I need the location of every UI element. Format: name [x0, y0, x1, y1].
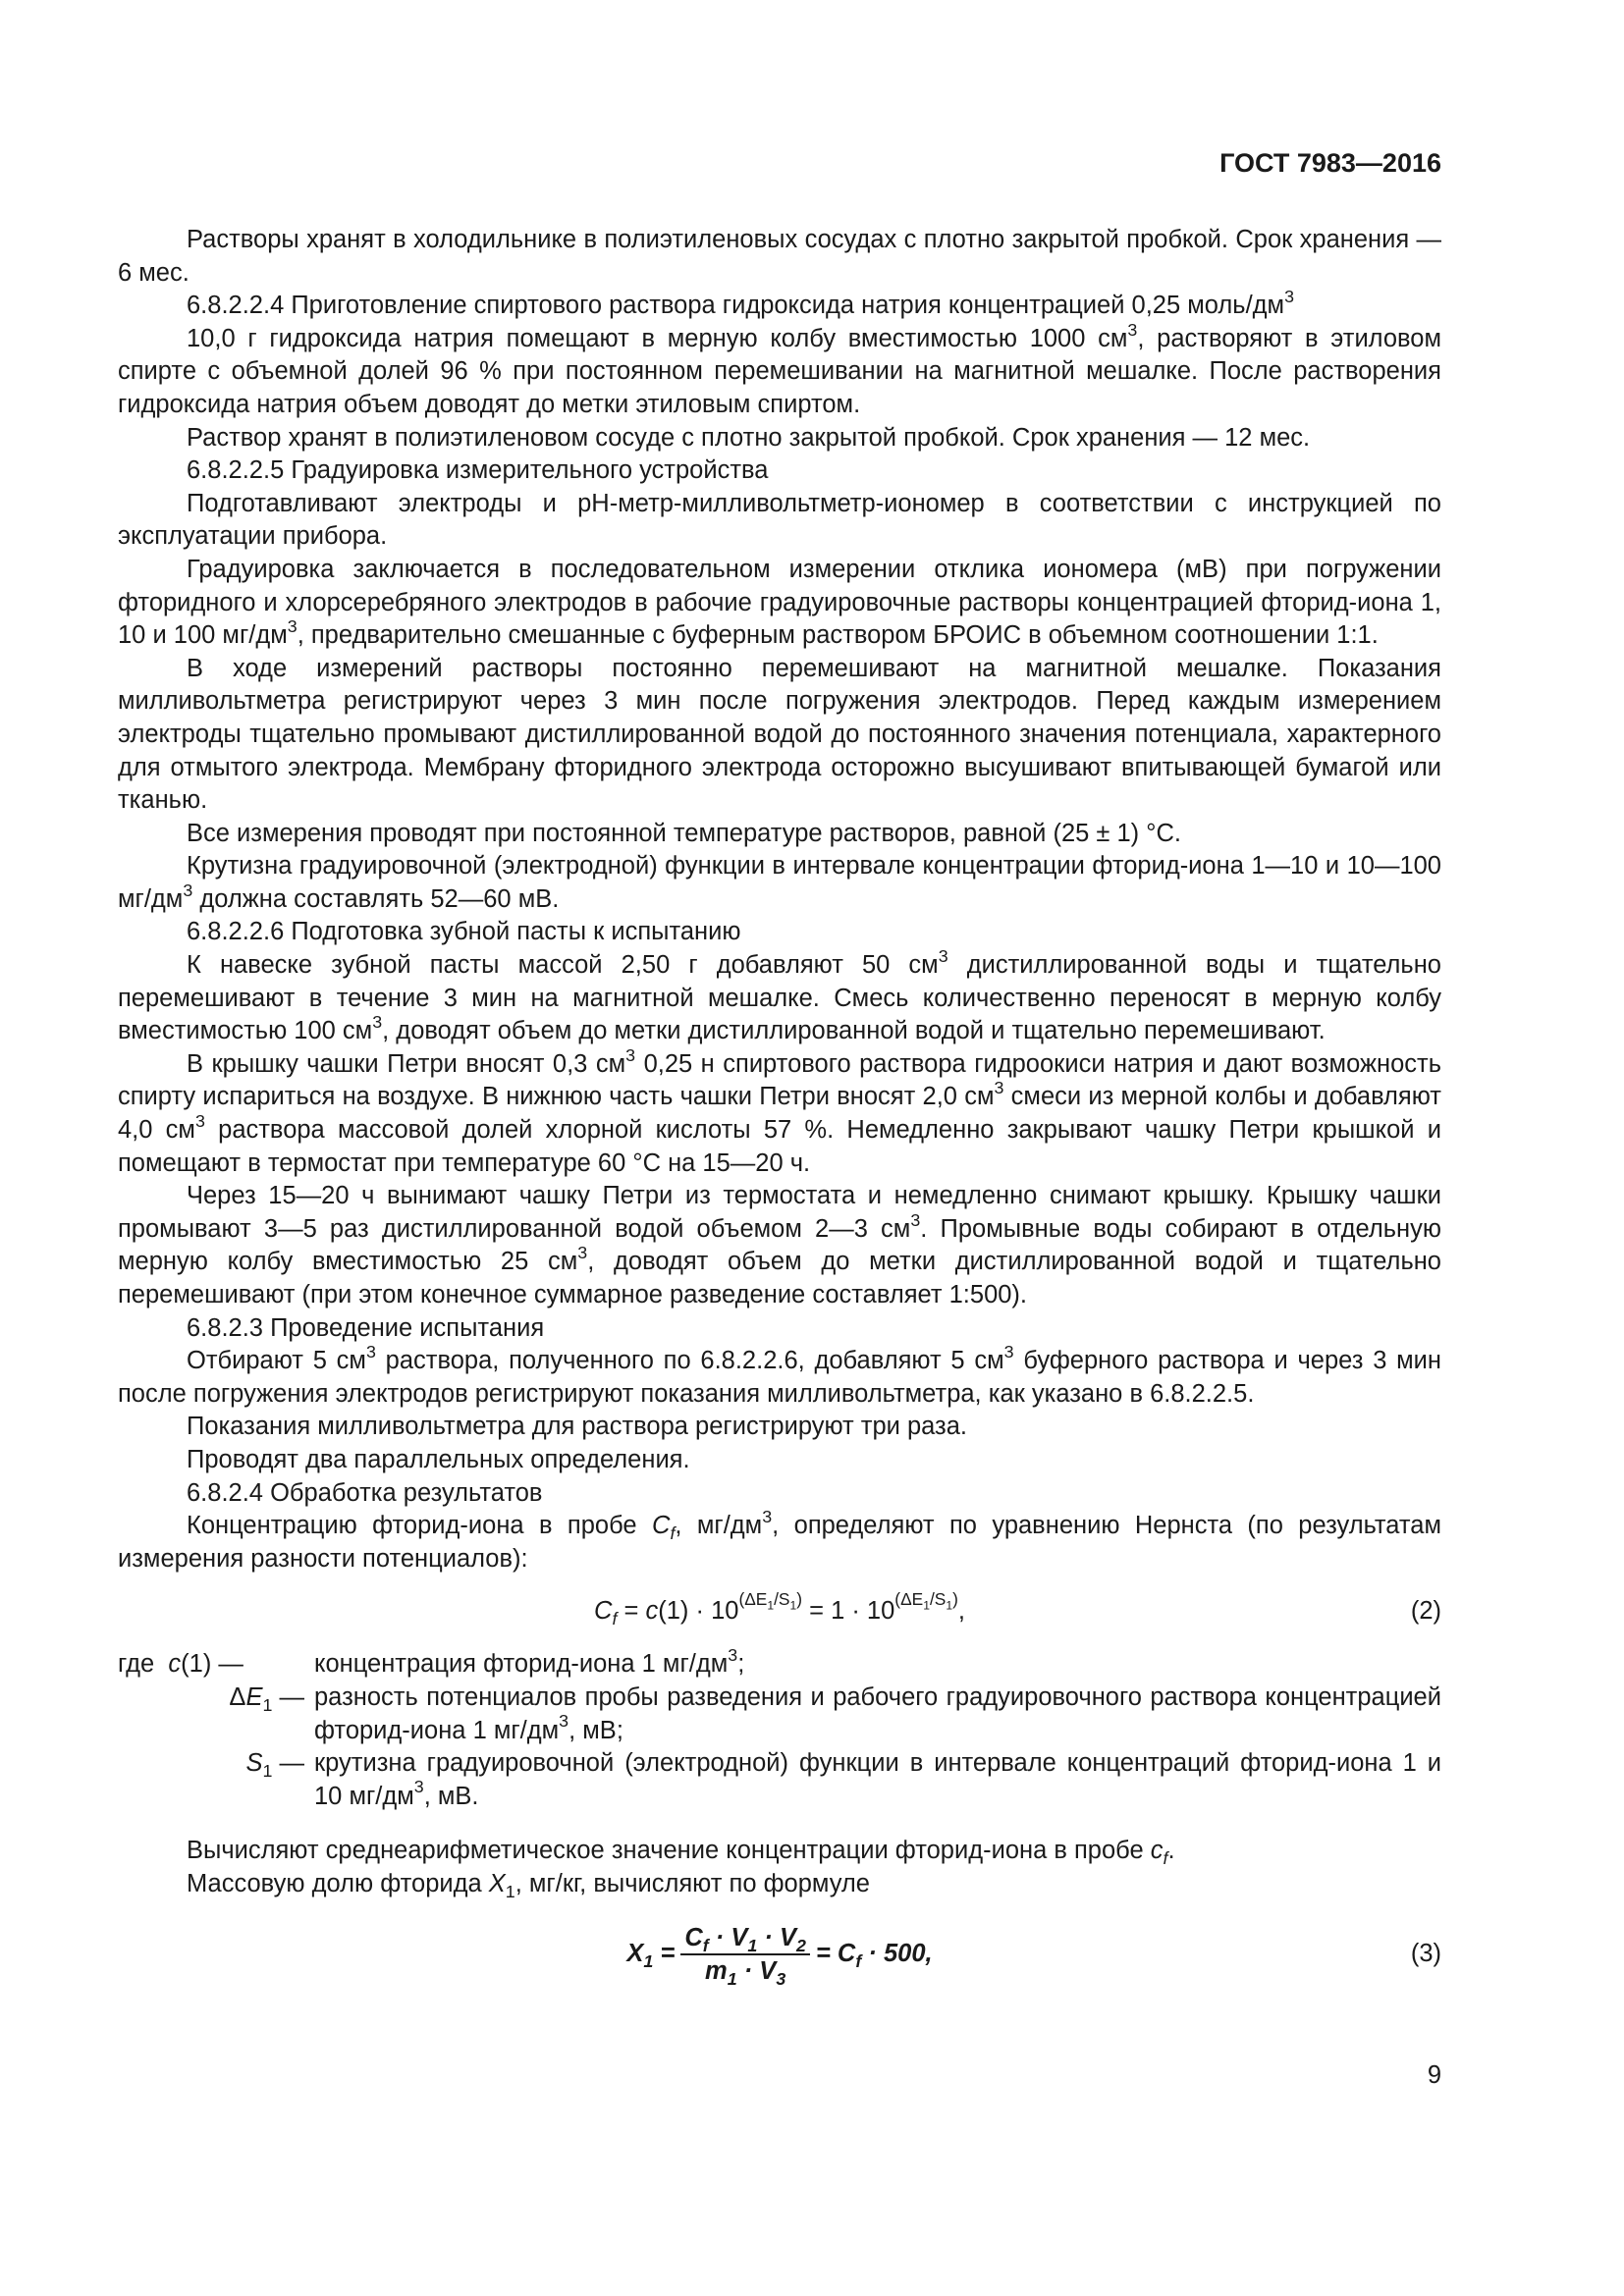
equation-number: (2): [1410, 1596, 1441, 1625]
equation-2: [118, 1585, 1441, 1636]
paragraph: Концентрацию фторид-иона в пробе $C_f$, $мг/дм^3$, определяют по уравнению Нернста (по результатам измерения разности потенциалов):: [118, 1506, 1441, 1573]
section-heading: 6.8.2.2.4 Приготовление спиртового раствора гидроксида натрия концентрацией 0,25 моль/$дм^3$: [187, 286, 1295, 320]
paragraph: Проводят два параллельных определения.: [187, 1445, 690, 1473]
paragraph: Крутизна градуировочной (электродной) функции в интервале концентрации фторид-иона 1—10 и 10—100 $мг/дм^3$ должна составлять 52—60 мВ.: [118, 852, 1441, 913]
paragraph: Массовую долю фторида $X_1$, мг/кг, вычисляют по формуле: [187, 1869, 870, 1901]
paragraph: Отбирают 5 $см^3$ раствора, полученного по 6.8.2.2.6, добавляют 5 $см^3$ буферного раствора и через 3 мин после погружения электродов регистрируют показания милливольтметра, как указано в 6.8.2.2.5.: [118, 1341, 1441, 1408]
section-heading: 6.8.2.3 Проведение испытания: [187, 1313, 545, 1342]
paragraph: Градуировка заключается в последовательном измерении отклика иономера (мВ) при погружении фторидного и хлорсеребряного электродов в рабочие градуировочные растворы концентрацией фторид-иона 1, 10 и 100 $мг/дм^3$, предварительно смешанные с буферным раствором БРОИС в объемном соотношении 1:1.: [118, 555, 1441, 650]
paragraph: Все измерения проводят при постоянной температуре растворов, равной (25 ± 1) °С.: [187, 819, 1181, 847]
section-heading: 6.8.2.2.6 Подготовка зубной пасты к испытанию: [187, 918, 741, 946]
paragraph: Показания милливольтметра для раствора регистрируют три раза.: [187, 1413, 968, 1441]
document-body: [118, 224, 1441, 2000]
paragraph: В ходе измерений растворы постоянно перемешивают на магнитной мешалке. Показания милливольтметра регистрируют через 3 мин после погружения электродов. Перед каждым измерением электроды тщательно промывают дистиллированной водой до постоянного значения потенциала, характерного для отмытого электрода. Мембрану фторидного электрода осторожно высушивают впитывающей бумагой или тканью.: [118, 654, 1441, 815]
paragraph: В крышку чашки Петри вносят 0,3 $см^3$ 0,25 н спиртового раствора гидроокиси натрия и дают возможность спирту испариться на воздухе. В нижнюю часть чашки Петри вносят 2,0 $см^3$ смеси из мерной колбы и добавляют 4,0 $см^3$ раствора массовой долей хлорной кислоты 57 %. Немедленно закрывают чашку Петри крышкой и помещают в термостат при температуре 60 °С на 15—20 ч.: [118, 1044, 1441, 1177]
paragraph: Раствор хранят в полиэтиленовом сосуде с плотно закрытой пробкой. Срок хранения — 12 мес.: [187, 423, 1311, 452]
document-code: ГОСТ 7983—2016: [1219, 148, 1441, 178]
equation-2-formula: $C_f = c(1) \cdot 10^{(\Delta E_1/S_1)} = 1 \cdot 10^{(\Delta E_1/S_1)}$,: [594, 1588, 965, 1629]
equation-3-formula: $X_1$ = $\frac{C_f \cdot V_1 \cdot V_2}{m_1 \cdot V_3}$ = $C_f \cdot 500$,: [626, 1923, 933, 1989]
equation-number: (3): [1410, 1939, 1441, 1967]
paragraph: 10,0 г гидроксида натрия помещают в мерную колбу вместимостью 1000 $см^3$, растворяют в этиловом спирте с объемной долей 96 % при постоянном перемешивании на магнитной мешалке. После растворения гидроксида натрия объем доводят до метки этиловым спиртом.: [118, 319, 1442, 418]
definition-item: где c(1) — концентрация фторид-иона 1 $мг/дм^3$;: [118, 1645, 745, 1679]
definition-item: $\Delta E_1$ — разность потенциалов пробы разведения и рабочего градуировочного раствора концентрацией фторид-иона 1 $мг/дм^3$, мВ;: [229, 1682, 1441, 1744]
paragraph: Растворы хранят в холодильнике в полиэтиленовых сосудах с плотно закрытой пробкой. Срок хранения — 6 мес.: [118, 226, 1441, 287]
equation-3: [118, 1909, 1441, 2000]
section-heading: 6.8.2.4 Обработка результатов: [187, 1478, 543, 1507]
fraction: $\frac{C_f \cdot V_1 \cdot V_2}{m_1 \cdot V_3}$: [680, 1922, 810, 1987]
paragraph: К навеске зубной пасты массой 2,50 г добавляют 50 $см^3$ дистиллированной воды и тщательно перемешивают в течение 3 мин на магнитной мешалке. Смесь количественно переносят в мерную колбу вместимостью 100 $см^3$, доводят объем до метки дистиллированной водой и тщательно перемешивают.: [118, 945, 1441, 1045]
definition-item: $S_1$ — крутизна градуировочной (электродной) функции в интервале концентраций фторид-иона 1 и 10 $мг/дм^3$, мВ.: [245, 1749, 1441, 1810]
page-number: 9: [1427, 2061, 1441, 2089]
paragraph: Через 15—20 ч вынимают чашку Петри из термостата и немедленно снимают крышку. Крышку чашки промывают 3—5 раз дистиллированной водой объемом 2—3 $см^3$. Промывные воды собирают в отдельную мерную колбу вместимостью 25 $см^3$, доводят объем до метки дистиллированной водой и тщательно перемешивают (при этом конечное суммарное разведение составляет 1:500).: [118, 1182, 1441, 1308]
section-heading: 6.8.2.2.5 Градуировка измерительного устройства: [187, 456, 769, 485]
variable-definitions: [118, 1645, 1441, 1813]
paragraph: Подготавливают электроды и pH-метр-милливольтметр-иономер в соответствии с инструкцией по эксплуатации прибора.: [118, 489, 1441, 551]
paragraph: Вычисляют среднеарифметическое значение концентрации фторид-иона в пробе $c_f$.: [187, 1837, 1175, 1869]
